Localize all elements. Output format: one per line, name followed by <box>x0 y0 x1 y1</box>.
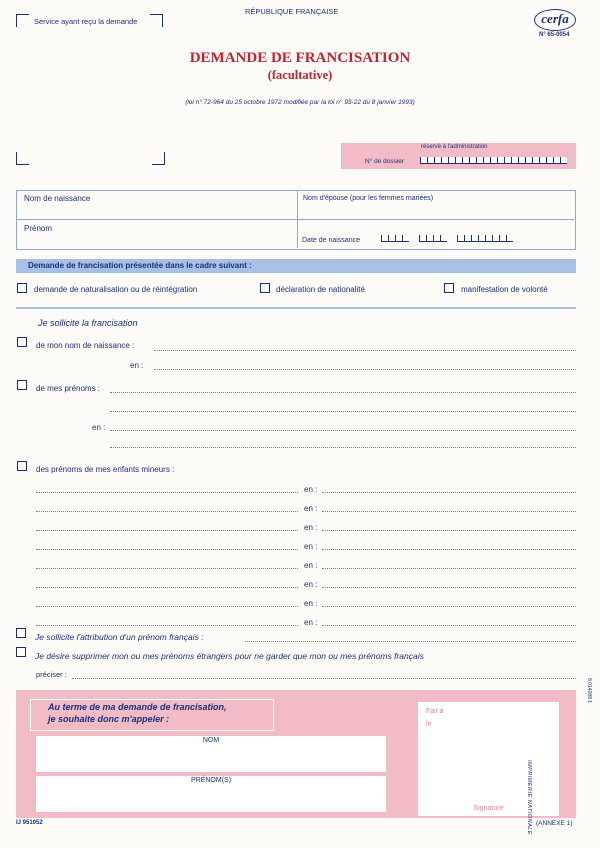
en-label: en : <box>304 561 318 570</box>
corner-mark <box>150 14 163 27</box>
child-name-line[interactable] <box>36 549 298 550</box>
birth-year-field[interactable] <box>457 235 513 242</box>
annex-label: (ANNEXE 1) <box>536 820 573 827</box>
child-french-line[interactable] <box>322 492 576 493</box>
first-names-line[interactable] <box>110 392 576 393</box>
corner-mark <box>16 152 29 165</box>
removal-option: Je désire supprimer mon ou mes prénoms étrangers pour ne garder que mon ou mes prénoms français <box>35 651 424 661</box>
en-label: en : <box>304 599 318 608</box>
en-label: en : <box>130 361 144 370</box>
birth-name-french-line[interactable] <box>154 369 576 370</box>
birth-name-label: Nom de naissance <box>24 194 91 203</box>
removal-checkbox[interactable] <box>16 647 26 657</box>
child-french-line[interactable] <box>322 530 576 531</box>
side-code: 8 014088 1 <box>586 678 592 704</box>
child-french-line[interactable] <box>322 606 576 607</box>
first-names-line[interactable] <box>110 411 576 412</box>
admin-reserved-box <box>341 143 576 169</box>
service-label: Service ayant reçu la demande <box>34 17 138 26</box>
first-names-french-line[interactable] <box>110 447 576 448</box>
fait-label: Fait à <box>426 708 444 715</box>
birth-month-field[interactable] <box>419 235 447 242</box>
child-name-line[interactable] <box>36 606 298 607</box>
specify-label: préciser : <box>36 670 67 679</box>
en-label: en : <box>304 504 318 513</box>
corner-mark <box>16 14 29 27</box>
birth-name-option: de mon nom de naissance : <box>36 341 135 350</box>
declaration-checkbox[interactable] <box>260 283 270 293</box>
footer-code: IJ 951052 <box>16 820 43 826</box>
birth-day-field[interactable] <box>381 235 409 242</box>
request-heading: Je sollicite la francisation <box>38 318 138 328</box>
children-checkbox[interactable] <box>17 461 27 471</box>
prenoms-label: PRÉNOM(S) <box>190 777 232 784</box>
en-label: en : <box>304 485 318 494</box>
child-french-line[interactable] <box>322 549 576 550</box>
specify-line[interactable] <box>72 678 576 679</box>
nom-field[interactable] <box>36 736 386 772</box>
cerfa-logo: cerfa <box>534 9 576 31</box>
child-french-line[interactable] <box>322 568 576 569</box>
en-label: en : <box>92 423 106 432</box>
attribution-checkbox[interactable] <box>16 628 26 638</box>
en-label: en : <box>304 523 318 532</box>
nom-label: NOM <box>202 737 220 744</box>
corner-mark <box>152 152 165 165</box>
birth-name-line[interactable] <box>154 350 576 351</box>
first-names-option: de mes prénoms : <box>36 384 101 393</box>
child-name-line[interactable] <box>36 492 298 493</box>
child-name-line[interactable] <box>36 511 298 512</box>
identity-frame <box>16 190 576 250</box>
children-option: des prénoms de mes enfants mineurs : <box>36 465 175 474</box>
printer-label: IMPRIMERIE NATIONALE <box>526 760 532 835</box>
birth-name-checkbox[interactable] <box>17 337 27 347</box>
child-french-line[interactable] <box>322 625 576 626</box>
child-french-line[interactable] <box>322 511 576 512</box>
divider <box>17 219 574 220</box>
en-label: en : <box>304 542 318 551</box>
page-title: DEMANDE DE FRANCISATION <box>189 50 411 66</box>
framework-band <box>16 259 576 273</box>
child-name-line[interactable] <box>36 568 298 569</box>
first-names-french-line[interactable] <box>110 430 576 431</box>
volonte-label: manifestation de volonté <box>461 285 548 294</box>
child-name-line[interactable] <box>36 625 298 626</box>
birth-date-label: Date de naissance <box>302 237 360 244</box>
signature-label: Signature <box>473 805 504 812</box>
child-name-line[interactable] <box>36 530 298 531</box>
result-block <box>16 690 576 818</box>
framework-heading: Demande de francisation présentée dans le cadre suivant : <box>28 261 252 270</box>
naturalisation-checkbox[interactable] <box>17 283 27 293</box>
page-subtitle: (facultative) <box>267 68 333 82</box>
naturalisation-label: demande de naturalisation ou de réintégration <box>34 285 198 294</box>
result-heading-line1: Au terme de ma demande de francisation, <box>48 702 227 712</box>
section-divider <box>16 307 576 309</box>
signature-box[interactable] <box>418 702 559 816</box>
dossier-label: N° de dossier <box>365 158 405 165</box>
volonte-checkbox[interactable] <box>444 283 454 293</box>
child-french-line[interactable] <box>322 587 576 588</box>
le-label: le <box>426 721 432 728</box>
en-label: en : <box>304 580 318 589</box>
spouse-name-label: Nom d'épouse (pour les femmes mariées) <box>303 195 434 202</box>
divider <box>297 191 298 248</box>
prenoms-field[interactable] <box>36 776 386 812</box>
dossier-number-field[interactable] <box>420 157 567 164</box>
republic-label: RÉPUBLIQUE FRANÇAISE <box>245 7 339 16</box>
law-reference: (loi n° 72-964 du 25 octobre 1972 modifiée par la loi n° 93-22 du 8 janvier 1993) <box>185 99 415 106</box>
en-label: en : <box>304 618 318 627</box>
admin-reserved-label: réservé à l'administration <box>421 144 488 150</box>
form-number: N° 65-0054 <box>539 32 570 38</box>
result-heading-line2: je souhaite donc m'appeler : <box>48 714 170 724</box>
attribution-line[interactable] <box>245 641 576 642</box>
child-name-line[interactable] <box>36 587 298 588</box>
first-names-checkbox[interactable] <box>17 380 27 390</box>
attribution-option: Je sollicite l'attribution d'un prénom français : <box>35 632 204 642</box>
first-name-label: Prénom <box>24 224 53 233</box>
declaration-label: déclaration de nationalité <box>276 285 365 294</box>
